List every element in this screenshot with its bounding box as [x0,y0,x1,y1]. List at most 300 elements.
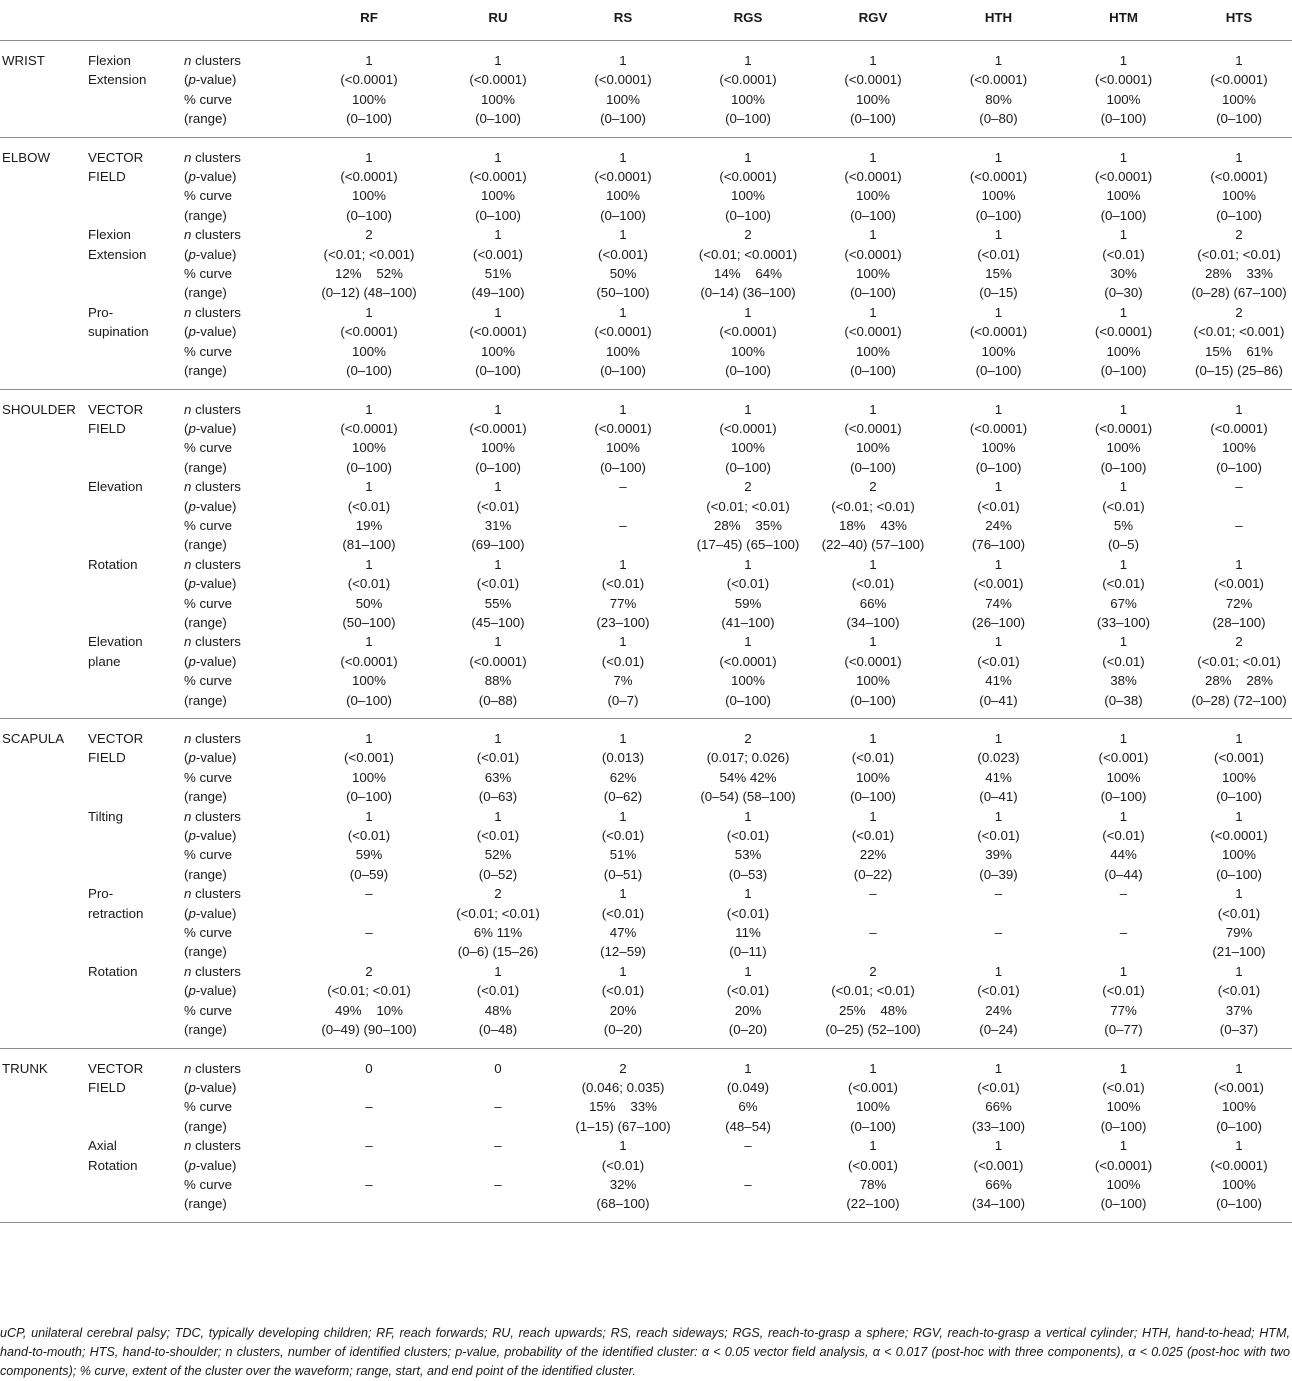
value-line: (<0.01; <0.01) [456,905,540,921]
value-cell [302,477,436,516]
stat-label-line: (p-value) [184,498,237,514]
value-line: (0–100) [850,285,896,301]
stat-label-line: (range) [184,1118,227,1134]
value-line: 50% [609,266,637,282]
movement-label-line: Extension [88,246,147,262]
table-row [0,225,1292,264]
value-line [436,1194,560,1213]
value-cell [810,1136,936,1175]
value-cell [1186,1001,1292,1048]
value-cell [1061,303,1186,342]
value-line: (<0.0001) [340,72,398,88]
table-row [0,516,1292,555]
value-cell [810,555,936,594]
value-line: (0–100) [850,111,896,127]
table-row [0,555,1292,594]
joint-cell: SCAPULA [2,731,65,746]
value-cell [560,186,686,225]
movement-label-line: Axial [88,1138,117,1154]
value-line: 59% [734,595,762,611]
value-cell [302,186,436,225]
value-line: (<0.01) [977,498,1020,514]
value-line: 15% 33% [588,1099,657,1115]
movement-cell [88,389,184,438]
movement-label-line: retraction [88,905,144,921]
value-cell [1186,594,1292,633]
value-line: 1 [1235,1138,1243,1154]
stat-cell [184,90,302,137]
value-line: (0–100) [1216,111,1262,127]
value-line: 100% [1221,91,1256,107]
movement-cell [88,516,184,555]
value-cell [1186,768,1292,807]
value-line: 100% [855,440,890,456]
stat-cell [184,516,302,555]
stat-label-line: n clusters [184,227,241,243]
value-line: (0–100) [1216,1118,1262,1134]
value-cell [936,671,1061,718]
value-cell [1186,477,1292,516]
value-line: (0–100) [725,692,771,708]
value-line: (<0.01) [476,750,520,766]
value-line: 50% [355,595,383,611]
stat-label-line: (range) [184,459,227,475]
value-line: (<0.0001) [719,420,777,436]
value-cell [936,962,1061,1001]
value-cell [1061,555,1186,594]
value-line: (<0.0001) [844,169,902,185]
value-line: 78% [859,1176,887,1192]
stat-label-line: (p-value) [184,1157,237,1173]
value-cell [302,264,436,303]
value-line: (0–28) (67–100) [1191,285,1287,301]
table-row [0,438,1292,477]
value-cell [810,719,936,768]
value-line: (0–100) [1100,1118,1147,1134]
value-line: 66% [859,595,887,611]
movement-cell [88,225,184,264]
value-cell [936,342,1061,389]
value-cell [1186,41,1292,90]
value-line: (<0.01; <0.001) [323,246,415,262]
value-line: (0–100) [850,459,896,475]
header-task: RS [560,0,686,41]
value-line: 1 [1235,53,1243,68]
value-line: – [1119,925,1128,941]
value-line: 2 [494,886,502,902]
value-line: (0–37) [1219,1022,1259,1038]
value-line: 1 [365,731,373,746]
value-line: 5% [1113,517,1134,533]
value-line [302,1156,436,1175]
value-cell [1061,225,1186,264]
value-line: – [494,1138,502,1154]
value-line [436,1078,560,1097]
value-line: (<0.01) [1102,1079,1145,1095]
value-line: 2 [1235,634,1243,650]
value-line: (0–20) [728,1022,768,1038]
value-cell [686,594,810,633]
movement-cell [88,807,184,846]
value-line: 1 [1119,634,1128,650]
value-line: 1 [744,634,752,650]
value-line: (<0.01) [476,983,520,999]
value-line: (<0.0001) [340,169,398,185]
value-line: 1 [1235,556,1243,572]
value-cell [810,923,936,962]
header-task: RF [302,0,436,41]
value-line: (0–54) (58–100) [700,789,796,805]
value-line: (<0.0001) [969,169,1028,185]
value-line: (<0.0001) [340,324,398,340]
value-line: 28% 28% [1204,673,1273,689]
value-cell [560,1175,686,1222]
value-line: 1 [744,963,752,979]
value-line: (0–100) [850,1118,896,1134]
value-cell [436,632,560,671]
value-cell [560,1136,686,1175]
value-line: 1 [494,963,502,979]
stat-label-line: n clusters [184,149,241,165]
value-line: – [869,925,877,941]
table-row [0,594,1292,633]
movement-label-line: VECTOR [88,401,144,417]
value-line: (0–100) [1216,789,1262,805]
value-cell [302,923,436,962]
value-line: 100% [855,769,890,785]
value-line: (0–52) [478,866,518,882]
value-line: (<0.01; <0.01) [831,983,915,999]
value-line: (<0.0001) [1210,828,1268,844]
value-cell [1186,845,1292,884]
value-line: (<0.01) [977,828,1020,844]
value-cell [936,923,1061,962]
value-line: 15% 61% [1204,343,1273,359]
value-line: (<0.01) [726,983,770,999]
joint-cell [0,962,88,1001]
value-line: (0–48) [478,1022,518,1038]
stat-label-line: (p-value) [184,750,237,766]
value-cell [936,137,1061,186]
value-cell [436,186,560,225]
value-line: (34–100) [971,1196,1026,1212]
value-cell [560,41,686,90]
value-line: (0–100) [725,111,771,127]
value-line: (0–100) [600,459,646,475]
value-line [1186,535,1292,554]
table-row [0,41,1292,90]
movement-label-line: Elevation [88,479,143,495]
value-cell [436,671,560,718]
joint-cell: WRIST [2,53,45,68]
value-cell [436,555,560,594]
value-line: (<0.01) [726,828,770,844]
table-row [0,389,1292,438]
value-line: (81–100) [342,537,396,553]
value-line: 1 [1119,149,1128,165]
value-line: (0–100) [850,692,896,708]
value-line: 100% [1221,769,1256,785]
value-line: 1 [365,556,373,572]
value-cell [302,1048,436,1097]
stat-label-line: n clusters [184,886,241,902]
value-line: (0–59) [349,866,389,882]
value-cell [436,845,560,884]
stat-cell [184,845,302,884]
stat-label-line: % curve [184,1176,233,1192]
value-line: (0–100) [475,111,521,127]
value-line: 2 [744,227,752,243]
movement-cell [88,845,184,884]
value-line: – [365,1099,373,1115]
value-cell [936,884,1061,923]
value-line: 1 [1119,53,1128,68]
value-cell [936,225,1061,264]
movement-label-line: Flexion [88,227,131,243]
value-cell [1186,516,1292,555]
value-cell [936,1136,1061,1175]
value-line: (<0.01) [601,905,645,921]
value-cell [1061,719,1186,768]
value-line: 1 [1119,401,1128,417]
stat-label-line: (range) [184,363,227,379]
stat-cell [184,41,302,90]
value-line: (<0.01) [601,653,645,669]
table-row [0,1136,1292,1175]
movement-cell [88,555,184,594]
value-line: (<0.01) [977,983,1020,999]
joint-cell [0,264,88,303]
value-line: (76–100) [971,537,1026,553]
value-cell [810,41,936,90]
value-line: 47% [609,925,637,941]
value-cell [560,923,686,962]
table-row [0,632,1292,671]
value-line: (<0.01) [1102,983,1145,999]
value-line: 1 [494,401,502,417]
value-cell [1186,632,1292,671]
value-line: 63% [484,769,512,785]
value-line: (<0.01; <0.01) [706,498,790,514]
value-line: (<0.0001) [719,169,777,185]
value-line: (69–100) [471,537,525,553]
value-line: 100% [1106,1099,1141,1115]
value-cell [686,719,810,768]
table-row [0,719,1292,768]
movement-cell [88,303,184,342]
value-line: 31% [484,517,512,533]
value-cell [686,884,810,923]
value-line: 1 [869,634,877,650]
value-cell [936,186,1061,225]
value-line: (0–100) [1216,459,1262,475]
value-line: (<0.0001) [1094,420,1153,436]
value-line: 100% [855,91,890,107]
value-cell [560,1097,686,1136]
value-line: (<0.01) [476,576,520,592]
movement-label-line: Rotation [88,963,138,979]
value-line: 100% [351,188,386,204]
value-line [686,1156,810,1175]
value-line: (0.049) [726,1079,770,1095]
value-line: 1 [994,479,1003,495]
value-line: (<0.0001) [469,169,527,185]
value-cell [302,516,436,555]
value-line: (0–100) [850,207,896,223]
value-line: 1 [869,304,877,320]
value-line: 1 [365,808,373,824]
stat-label-line: (p-value) [184,576,237,592]
value-line: (<0.01) [601,576,645,592]
value-line [436,1117,560,1136]
stat-label-line: (range) [184,944,227,960]
value-cell [810,807,936,846]
value-cell [1186,807,1292,846]
value-line: (<0.01) [601,828,645,844]
value-cell [1186,719,1292,768]
table-row [0,845,1292,884]
value-line: 100% [351,440,386,456]
value-cell [936,555,1061,594]
value-line: (<0.01) [1217,905,1261,921]
value-line: (41–100) [721,614,775,630]
value-cell [810,884,936,923]
value-cell [936,389,1061,438]
movement-cell [88,90,184,137]
value-line [936,904,1061,923]
value-line: 32% [609,1176,637,1192]
value-cell [810,962,936,1001]
value-line [686,1194,810,1213]
value-cell [560,962,686,1001]
value-line: 25% 48% [838,1002,907,1018]
value-line: 100% [855,188,890,204]
value-line: 1 [869,401,877,417]
value-cell [302,137,436,186]
table-row [0,264,1292,303]
value-cell [436,516,560,555]
movement-cell [88,186,184,225]
movement-cell [88,923,184,962]
value-line [1186,497,1292,516]
value-line: (<0.01) [1217,983,1261,999]
value-line: (22–40) (57–100) [821,537,925,553]
value-cell [1061,884,1186,923]
movement-cell [88,719,184,768]
value-cell [436,1048,560,1097]
value-cell [1061,1048,1186,1097]
value-line: (33–100) [971,1118,1026,1134]
value-cell [686,555,810,594]
value-line: (0–100) [1100,1196,1147,1212]
movement-cell [88,884,184,923]
value-line: 1 [869,1138,877,1154]
joint-cell [0,594,88,633]
value-line: (68–100) [596,1196,650,1212]
value-line: (0–100) [1216,1196,1262,1212]
value-line: (0–100) [1100,459,1147,475]
movement-cell [88,137,184,186]
stat-cell [184,923,302,962]
value-line: – [1119,886,1128,902]
value-line: – [994,886,1003,902]
value-cell [302,225,436,264]
value-cell [686,923,810,962]
value-cell [936,303,1061,342]
value-line: 79% [1225,925,1253,941]
value-line: 100% [480,343,515,359]
value-line: – [869,886,877,902]
value-line: (0–11) [729,944,767,960]
movement-label-line: FIELD [88,169,126,185]
value-cell [436,41,560,90]
value-line: 18% 43% [838,517,907,533]
value-line: (<0.01) [347,498,391,514]
value-line: 1 [494,227,502,243]
movement-label-line: plane [88,653,121,669]
value-line: 1 [1235,1060,1243,1076]
value-line: (<0.0001) [1210,420,1268,436]
stat-label-line: (range) [184,285,227,301]
stat-label-line: % curve [184,517,233,533]
value-cell [1061,1175,1186,1222]
value-cell [1061,594,1186,633]
stat-cell [184,342,302,389]
value-cell [810,594,936,633]
value-line: 1 [1235,731,1243,746]
movement-cell [88,41,184,90]
value-line [810,942,936,961]
table-row [0,137,1292,186]
stat-label-line: (range) [184,614,227,630]
value-line: 1 [365,149,373,165]
stat-label-line: % curve [184,673,233,689]
value-line: (0–100) [600,207,646,223]
movement-label-line: Pro- [88,886,114,902]
value-line: (0–100) [600,363,646,379]
value-line: (<0.001) [973,1157,1024,1173]
stat-label-line: (range) [184,537,227,553]
value-line: (0–25) (52–100) [825,1022,921,1038]
joint-cell [0,438,88,477]
stat-label-line: (p-value) [184,72,237,88]
value-cell [936,1001,1061,1048]
value-line: 1 [744,556,752,572]
stat-label-line: (p-value) [184,983,237,999]
value-cell [686,1097,810,1136]
movement-label-line: Pro- [88,304,114,320]
value-line: 2 [744,479,752,495]
value-line: (0–100) [475,459,521,475]
value-line: (0–80) [979,111,1018,127]
joint-cell [0,1001,88,1048]
value-cell [560,389,686,438]
value-cell [436,719,560,768]
stat-label-line: (range) [184,111,227,127]
joint-cell [0,1136,88,1175]
value-line: (<0.01; <0.01) [1197,246,1281,262]
value-cell [936,632,1061,671]
value-line: 1 [619,53,627,68]
value-cell [936,807,1061,846]
value-line: 14% 64% [713,266,782,282]
value-cell [302,303,436,342]
value-line: 1 [1235,808,1243,824]
table-row [0,1001,1292,1048]
value-line: 1 [619,963,627,979]
value-line: – [744,1176,752,1192]
value-line: (<0.01) [977,1079,1020,1095]
